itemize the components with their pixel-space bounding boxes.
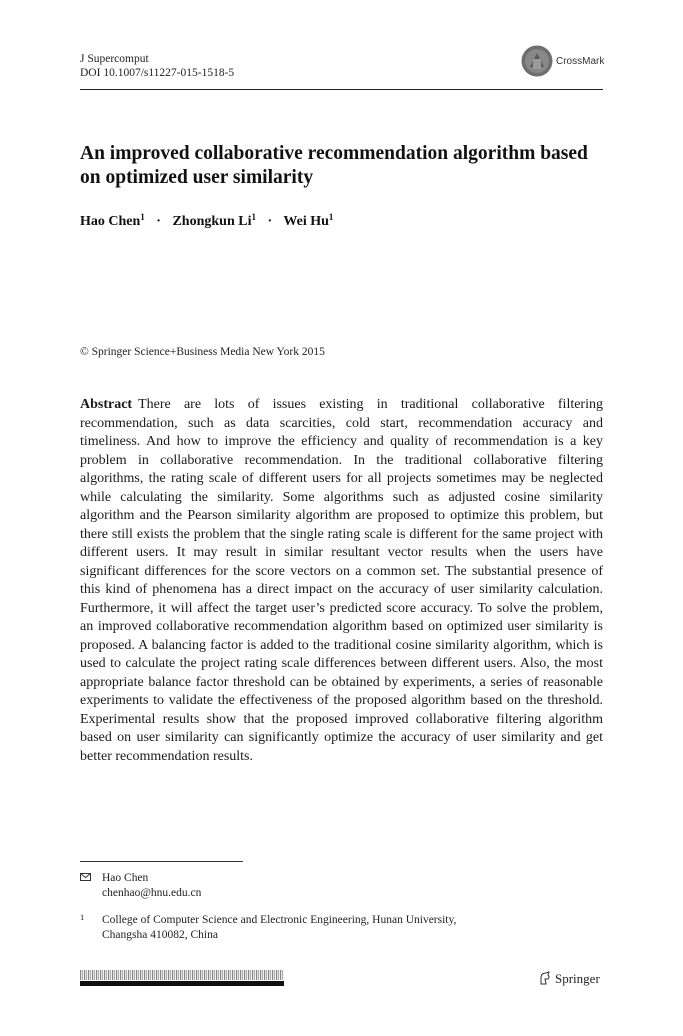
author-affil-mark: 1 <box>251 212 256 222</box>
header-rule <box>80 89 603 90</box>
abstract-label: Abstract <box>80 397 133 412</box>
corresponding-name: Hao Chen <box>102 872 149 884</box>
springer-horse-icon <box>538 971 552 985</box>
author-affil-mark: 1 <box>328 212 334 222</box>
corresponding-author-note <box>80 871 201 901</box>
affiliation-number: 1 <box>80 912 85 922</box>
barcode-bar <box>80 981 284 986</box>
author-list <box>80 212 333 230</box>
affiliation-line: College of Computer Science and Electronic Engineering, Hunan University, <box>102 914 457 926</box>
author-affil-mark: 1 <box>140 212 145 222</box>
publisher-name: Springer <box>555 971 600 986</box>
journal-name: J Supercomput <box>80 53 149 65</box>
crossmark-label[interactable]: CrossMark <box>556 56 605 67</box>
footnote-rule <box>80 861 243 862</box>
doi[interactable]: DOI 10.1007/s11227-015-1518-5 <box>80 67 235 79</box>
barcode-strip <box>80 970 284 980</box>
copyright-notice: © Springer Science+Business Media New York 2015 <box>80 346 325 358</box>
affiliation-line: Changsha 410082, China <box>102 929 218 941</box>
author-name[interactable]: Wei Hu <box>283 214 329 229</box>
publisher-logo[interactable] <box>538 971 600 987</box>
affiliation-note <box>80 913 456 943</box>
corresponding-email[interactable]: chenhao@hnu.edu.cn <box>102 887 202 899</box>
envelope-icon <box>80 871 94 886</box>
abstract-text: There are lots of issues existing in traditional collaborative filtering recommendation, such as data scarcities, cold start, recommendation accuracy and timeliness. And how to improve the efficiency and quality of recommendation is a key problem in collaborative recommendation. In the traditional collaborative filtering algorithms, the rating scale of different users for all projects sometimes may be neglected while calculating the similarity. Some algorithms such as adjusted cosine similarity algorithm and the Pearson similarity algorithm are proposed to optimize this problem, but there still exists the problem that the single rating scale is different for the same project with different users. It may result in similar resultant vector results when the users have significant differences for the score vectors on a common set. The substantial presence of this kind of phenomena has a direct impact on the accuracy of user similarity calculation. Furthermore, it will affect the target user’s predicted score accuracy. To solve the problem, an improved collaborative recommendation algorithm based on optimized user similarity is proposed. A balancing factor is added to the traditional cosine similarity algorithm, which is used to calculate the project rating scale differences between different users. Also, the most appropriate balance factor threshold can be obtained by experiments, a series of reasonable experiments to validate the effectiveness of the proposed algorithm based on the threshold. Experimental results show that the proposed improved collaborative filtering algorithm based on user similarity can significantly optimize the accuracy of user similarity and get better recommendation results. <box>80 397 603 764</box>
crossmark-icon[interactable] <box>521 45 553 77</box>
author-separator: · <box>267 214 273 229</box>
article-title: An improved collaborative recommendation algorithm based on optimized user similarity <box>80 143 588 188</box>
author-name[interactable]: Zhongkun Li <box>172 214 252 229</box>
author-separator: · <box>156 214 161 229</box>
author-name[interactable]: Hao Chen <box>80 214 141 229</box>
abstract <box>80 396 603 766</box>
